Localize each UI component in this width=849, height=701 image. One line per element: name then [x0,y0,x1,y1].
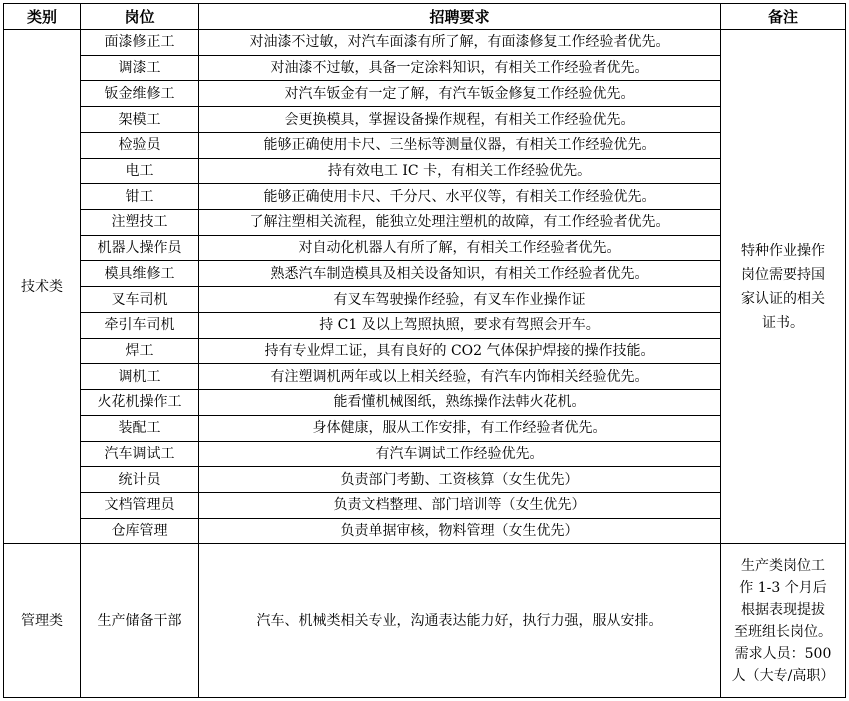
table-row [4,55,846,81]
position-cell: 调机工 [81,364,199,390]
requirement-cell: 对汽车钣金有一定了解，有汽车钣金修复工作经验优先。 [199,81,721,107]
table-row [4,107,846,133]
requirement-cell: 会更换模具，掌握设备操作规程，有相关工作经验优先。 [199,107,721,133]
table-row [4,467,846,493]
requirement-cell: 汽车、机械类相关专业，沟通表达能力好，执行力强，服从安排。 [199,544,721,698]
position-cell: 钣金维修工 [81,81,199,107]
table-row [4,415,846,441]
position-cell: 焊工 [81,338,199,364]
position-cell: 钳工 [81,184,199,210]
header-position: 岗位 [81,4,199,30]
requirement-cell: 身体健康，服从工作安排，有工作经验者优先。 [199,415,721,441]
table-row [4,30,846,56]
position-cell: 火花机操作工 [81,390,199,416]
position-cell: 面漆修正工 [81,30,199,56]
table-row [4,81,846,107]
remark-line: 岗位需要持国 [741,266,825,283]
position-cell: 架模工 [81,107,199,133]
table-row [4,390,846,416]
remark-management [721,544,846,698]
requirement-cell: 对油漆不过敏，具备一定涂料知识，有相关工作经验者优先。 [199,55,721,81]
requirement-cell: 负责文档整理、部门培训等（女生优先） [199,492,721,518]
category-technical: 技术类 [4,30,81,544]
requirement-cell: 能够正确使用卡尺、三坐标等测量仪器，有相关工作经验优先。 [199,132,721,158]
remark-technical [721,30,846,544]
category-management: 管理类 [4,544,81,698]
position-cell: 装配工 [81,415,199,441]
remark-line: 至班组长岗位。 [734,623,832,640]
position-cell: 调漆工 [81,55,199,81]
requirement-cell: 熟悉汽车制造模具及相关设备知识，有相关工作经验者优先。 [199,261,721,287]
table-row [4,261,846,287]
requirement-cell: 能够正确使用卡尺、千分尺、水平仪等，有相关工作经验优先。 [199,184,721,210]
position-cell: 检验员 [81,132,199,158]
position-cell: 电工 [81,158,199,184]
table-row [4,158,846,184]
requirement-cell: 对油漆不过敏，对汽车面漆有所了解，有面漆修复工作经验者优先。 [199,30,721,56]
remark-line: 需求人员：500 [734,645,832,662]
remark-line: 生产类岗位工 [741,557,825,574]
table-row [4,518,846,544]
remark-line: 作 1-3 个月后 [739,579,827,596]
remark-line: 特种作业操作 [741,242,825,259]
table-row [4,287,846,313]
requirement-cell: 持有专业焊工证，具有良好的 CO2 气体保护焊接的操作技能。 [199,338,721,364]
table-row [4,441,846,467]
position-cell: 叉车司机 [81,287,199,313]
requirement-cell: 有注塑调机两年或以上相关经验，有汽车内饰相关经验优先。 [199,364,721,390]
position-cell: 文档管理员 [81,492,199,518]
table-row [4,210,846,236]
position-cell: 仓库管理 [81,518,199,544]
table-row [4,235,846,261]
table-row [4,338,846,364]
requirement-cell: 负责部门考勤、工资核算（女生优先） [199,467,721,493]
requirement-cell: 有叉车驾驶操作经验，有叉车作业操作证 [199,287,721,313]
table-row [4,364,846,390]
requirement-cell: 持 C1 及以上驾照执照，要求有驾照会开车。 [199,312,721,338]
position-cell: 汽车调试工 [81,441,199,467]
header-row [4,4,846,30]
requirement-cell: 持有效电工 IC 卡，有相关工作经验优先。 [199,158,721,184]
remark-line: 证书。 [762,314,804,331]
recruitment-table [3,3,846,698]
requirement-cell: 对自动化机器人有所了解，有相关工作经验者优先。 [199,235,721,261]
position-cell: 生产储备干部 [81,544,199,698]
remark-line: 人（大专/高职） [731,667,835,684]
table-row [4,184,846,210]
position-cell: 注塑技工 [81,210,199,236]
position-cell: 模具维修工 [81,261,199,287]
requirement-cell: 有汽车调试工作经验优先。 [199,441,721,467]
remark-line: 家认证的相关 [741,290,825,307]
remark-line: 根据表现提拔 [741,601,825,618]
position-cell: 统计员 [81,467,199,493]
table-row-management [4,544,846,698]
table-row [4,132,846,158]
position-cell: 机器人操作员 [81,235,199,261]
table-row [4,492,846,518]
table-row [4,312,846,338]
header-category: 类别 [4,4,81,30]
header-requirements: 招聘要求 [199,4,721,30]
requirement-cell: 负责单据审核，物料管理（女生优先） [199,518,721,544]
header-remarks: 备注 [721,4,846,30]
position-cell: 牵引车司机 [81,312,199,338]
requirement-cell: 了解注塑相关流程，能独立处理注塑机的故障，有工作经验者优先。 [199,210,721,236]
requirement-cell: 能看懂机械图纸，熟练操作法韩火花机。 [199,390,721,416]
